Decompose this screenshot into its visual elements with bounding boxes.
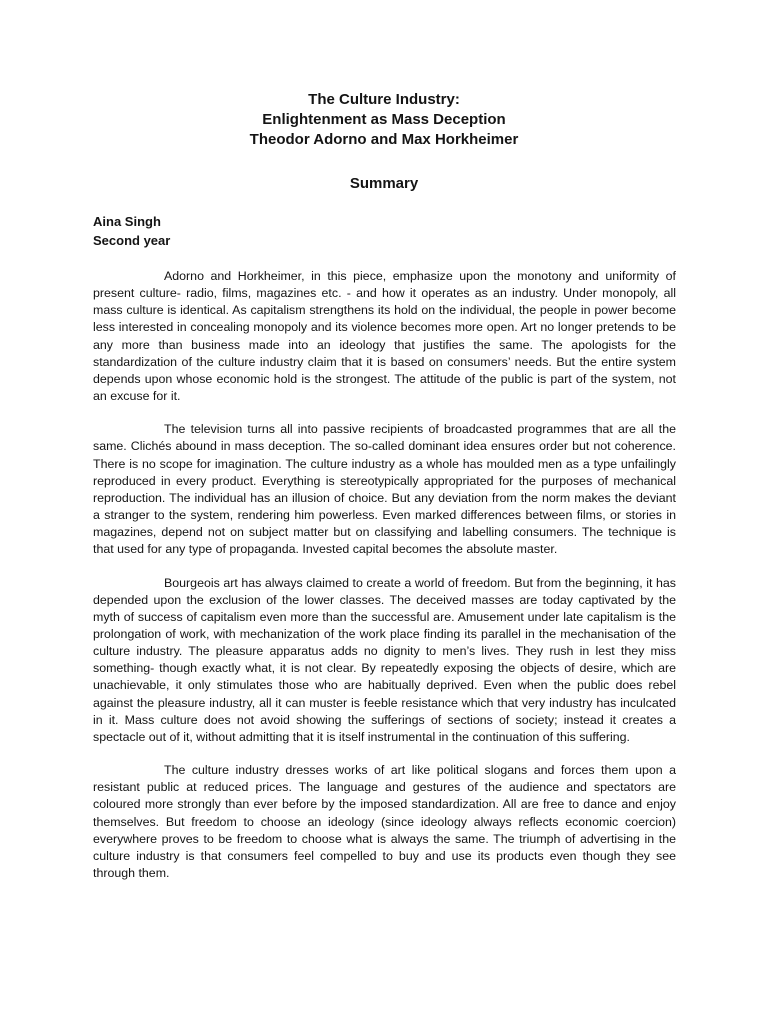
paragraph-4: The culture industry dresses works of art like political slogans and forces them upon a resistant public at reduced prices. The language and gestures of the audience and spectators are coloured more strongly than ever before by the imposed standardization. All are free to dance and enjoy themselves. But freedom to choose an ideology (since ideology always reflects economic coercion) everywhere proves to be freedom to choose what is always the same. The triumph of advertising in the culture industry is that consumers feel compelled to buy and use its products even though they see through them. (93, 763, 676, 880)
author-year: Second year (93, 233, 171, 248)
paragraph-3: Bourgeois art has always claimed to create a world of freedom. But from the beginning, it has depended upon the exclusion of the lower classes. The deceived masses are today captivated by the myth of success of capitalism even more than the successful are. Amusement under late capitalism is the prolongation of work, with mechanization of the work place finding its parallel in the mechanisation of the culture industry. The pleasure apparatus adds no dignity to men’s lives. They rush in lest they miss something- though exactly what, it is not clear. By repeatedly exposing the objects of desire, which are unachievable, it only stimulates those who are habitually deprived. Even when the public does rebel against the pleasure industry, all it can muster is feeble resistance which that very industry has inculcated in it. Mass culture does not avoid showing the sufferings of sections of society; instead it creates a spectacle out of it, without admitting that it is itself instrumental in the continuation of this suffering. (93, 575, 676, 744)
paragraph-2: The television turns all into passive recipients of broadcasted programmes that are all the same. Clichés abound in mass deception. The so-called dominant idea ensures order but not coherence. There is no scope for imagination. The culture industry as a whole has moulded men as a type unfailingly reproduced in every product. Everything is stereotypically appropriated for the purposes of mechanical reproduction. The individual has an illusion of choice. But any deviation from the norm makes the deviant a stranger to the system, rendering him powerless. Even marked differences between films, or stories in magazines, depend not on subject matter but on classifying and labelling consumers. The technique is that used for any type of propaganda. Invested capital becomes the absolute master. (93, 422, 676, 557)
author-name: Aina Singh (93, 214, 161, 229)
body-text (93, 268, 676, 898)
title-line-1: The Culture Industry: (308, 91, 460, 108)
title-line-3: Theodor Adorno and Max Horkheimer (249, 131, 519, 148)
author-block (93, 212, 170, 250)
document-title (0, 90, 768, 150)
paragraph-1: Adorno and Horkheimer, in this piece, emphasize upon the monotony and uniformity of present culture- radio, films, magazines etc. - and how it operates as an industry. Under monopoly, all mass culture is identical. As capitalism strengthens its hold on the individual, the people in power become less interested in concealing monopoly and its violence becomes more open. Art no longer pretends to be any more than business made into an ideology that justifies the same. The apologists for the standardization of the culture industry claim that it is based on consumers’ needs. But the entire system depends upon whose economic hold is the strongest. The attitude of the public is part of the system, not an excuse for it. (93, 269, 676, 404)
title-line-2: Enlightenment as Mass Deception (262, 111, 506, 128)
section-heading: Summary (349, 175, 419, 192)
